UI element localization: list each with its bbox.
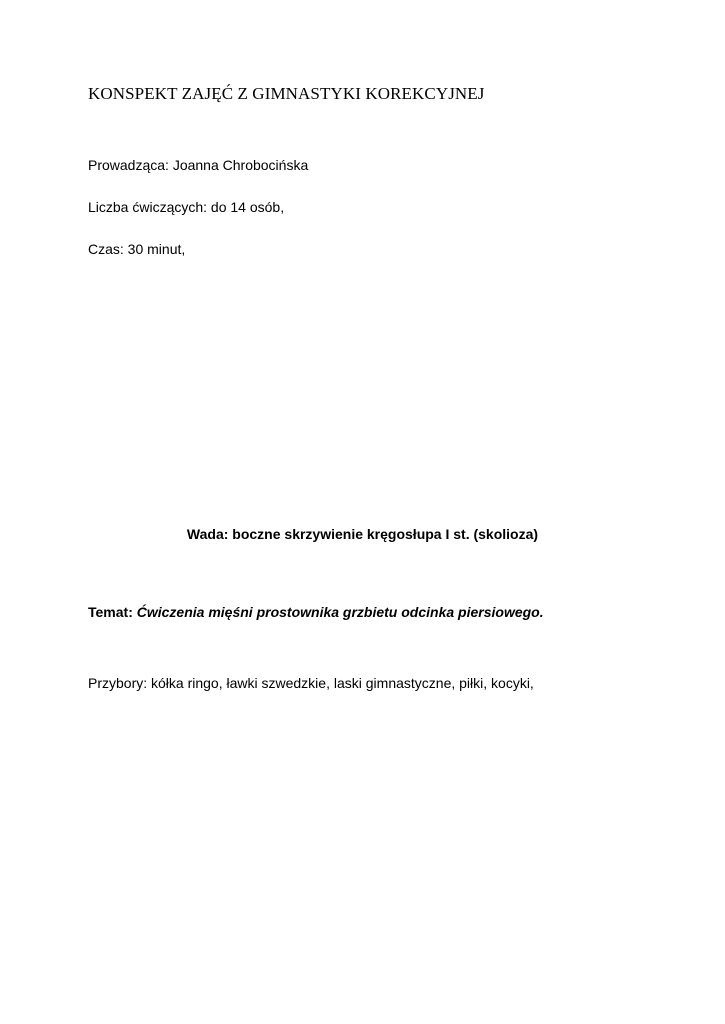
equipment-line: Przybory: kółka ringo, ławki szwedzkie, laski gimnastyczne, piłki, kocyki, [88,675,534,691]
duration-line: Czas: 30 minut, [88,241,186,257]
instructor-line: Prowadząca: Joanna Chrobocińska [88,157,309,173]
defect-text: Wada: boczne skrzywienie kręgosłupa I st. (skolioza) [186,526,539,542]
participants-line: Liczba ćwiczących: do 14 osób, [88,199,285,215]
topic-value: Ćwiczenia mięśni prostownika grzbietu odcinka piersiowego. [136,604,544,620]
document-title: KONSPEKT ZAJĘĆ Z GIMNASTYKI KOREKCYJNEJ [88,84,485,103]
defect-heading [0,526,725,542]
topic-label: Temat: [88,604,133,620]
topic-line [88,604,544,620]
